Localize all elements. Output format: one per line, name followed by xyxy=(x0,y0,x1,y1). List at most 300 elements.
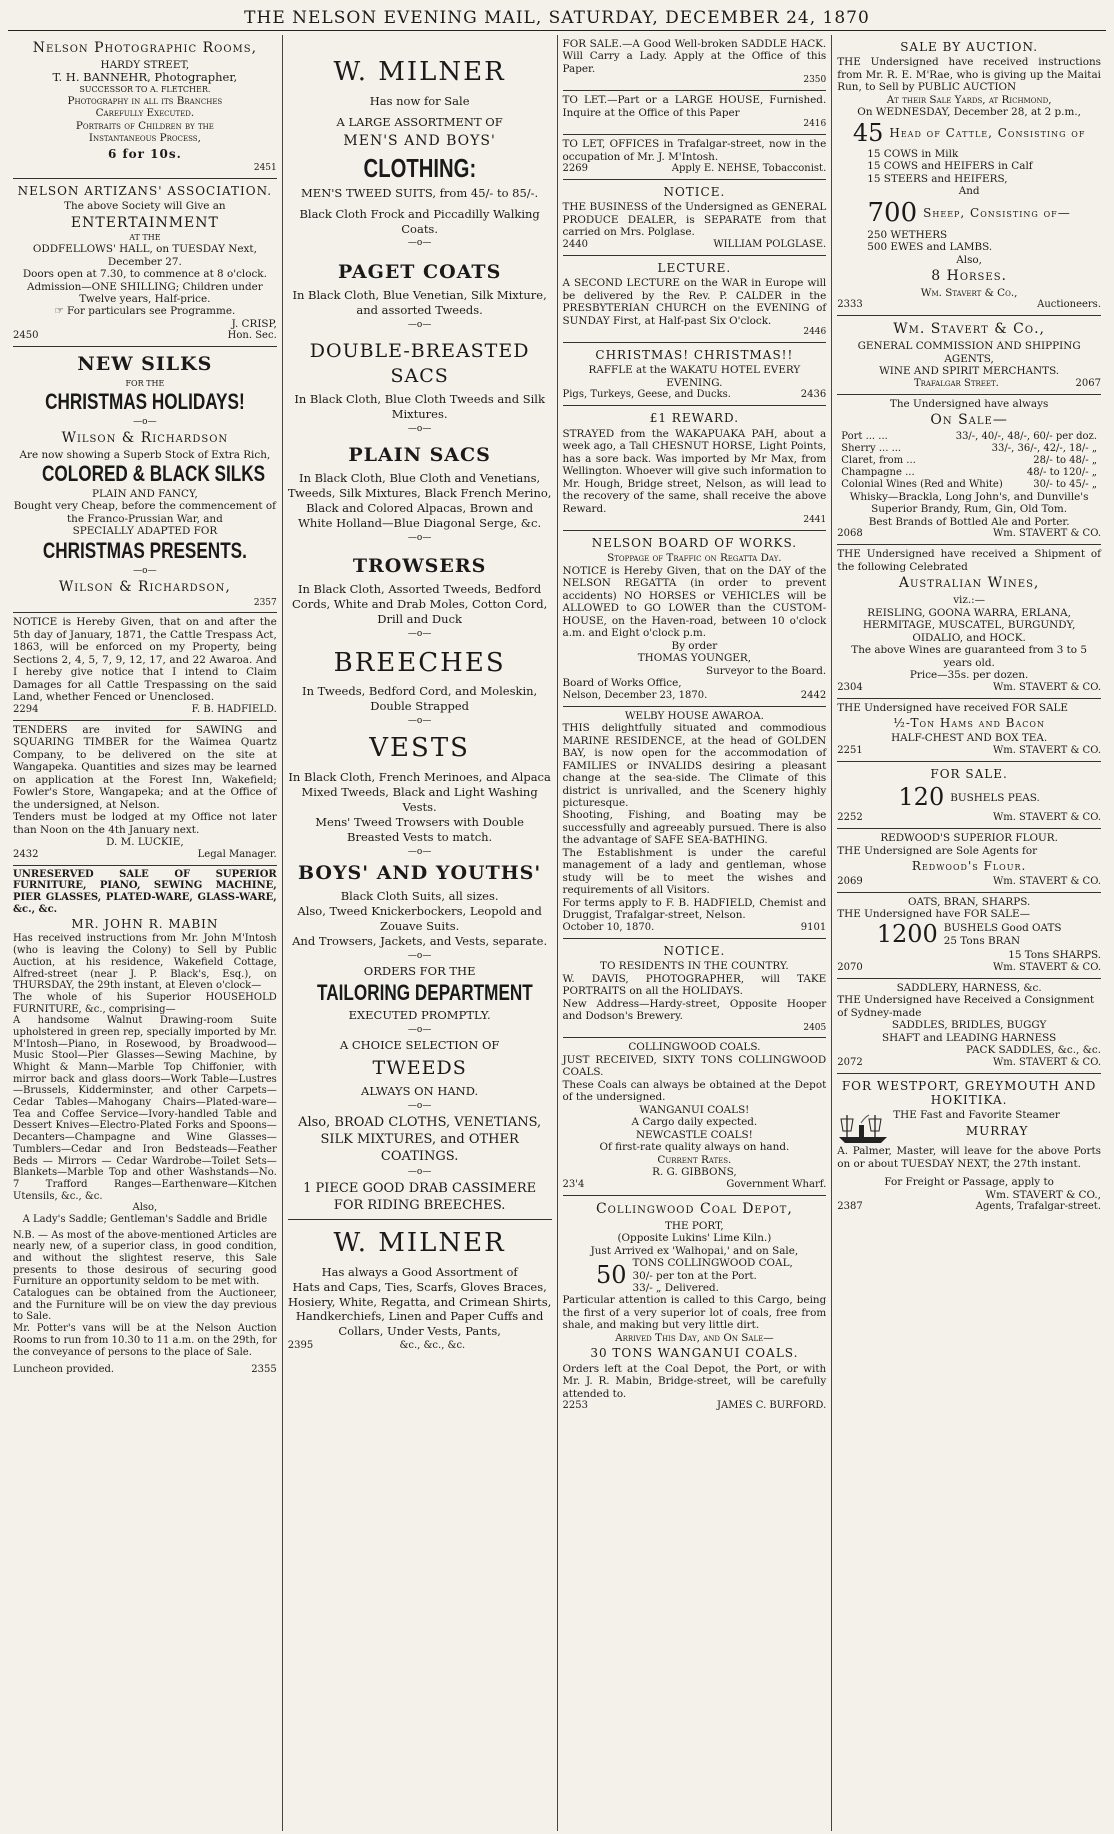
ad-peas xyxy=(837,762,1101,829)
ad-number: 2436 xyxy=(800,389,827,401)
ad-line: 8 Horses. xyxy=(931,268,1007,285)
ad-title: FOR SALE. xyxy=(930,766,1008,781)
ad-body: For terms apply to F. B. HADFIELD, Chemist and Druggist, Trafalgar-street, Nelson. xyxy=(562,896,827,922)
ad-line: SADDLES, BRIDLES, BUGGY xyxy=(891,1019,1047,1032)
ad-line: Carefully Executed. xyxy=(95,107,195,120)
ad-line: In Black Cloth, French Merinoes, and Alpaca Mixed Tweeds, Black and Light Washing Vests. xyxy=(288,769,551,814)
separator: —o— xyxy=(407,1101,432,1112)
ad-line: A CHOICE SELECTION OF xyxy=(339,1038,500,1053)
ad-line: Instantaneous Process, xyxy=(88,132,201,145)
ad-body: The Establishment is under the careful management of a lady and gentleman, whose study will be to meet the wishes and requirements of all Visitors. xyxy=(562,846,827,897)
ad-line: 33/- „ Delivered. xyxy=(632,1282,719,1294)
ad-body: THE BUSINESS of the Undersigned as GENERAL PRODUCE DEALER, is SEPARATE from that carried on Mrs. Polglase. xyxy=(562,201,827,239)
ad-number: 2416 xyxy=(803,119,827,130)
ad-line: SPECIALLY ADAPTED FOR xyxy=(72,525,218,538)
ad-number: 2269 xyxy=(562,162,588,174)
ad-line: FOR THE xyxy=(125,379,165,389)
column-3 xyxy=(558,35,833,1831)
ad-tenders xyxy=(13,721,277,866)
ad-body: FOR SALE.—A Good Well-broken SADDLE HACK. Will Carry a Lady. Apply at the Office of this Paper. xyxy=(562,38,827,75)
ad-line: The above Wines are guaranteed from 3 to 5 years old. xyxy=(851,644,1087,669)
ad-title: Australian Wines, xyxy=(898,575,1040,592)
ad-line: Board of Works Office, xyxy=(562,677,682,690)
ad-photographic-rooms xyxy=(13,35,277,179)
ad-number: 2350 xyxy=(803,75,827,86)
ad-line: A Cargo daily expected. xyxy=(631,1116,758,1129)
ad-title: Wm. Stavert & Co., xyxy=(893,321,1045,338)
ad-number: 23'4 xyxy=(562,1178,585,1190)
ad-signer: Wm. Stavert & Co., xyxy=(920,286,1018,299)
ad-line: Photography in all its Branches xyxy=(67,94,223,107)
ad-body: Orders left at the Coal Depot, the Port, or with Mr. J. R. Mabin, Bridge-street, will be carefully attended to. xyxy=(562,1362,827,1400)
ad-line: REISLING, GOONA WARRA, ERLANA, HERMITAGE, MUSCATEL, BURGUNDY, OIDALIO, and HOCK. xyxy=(862,606,1076,644)
ad-line: 15 COWS in Milk xyxy=(867,147,959,160)
ad-amount: 700 xyxy=(867,197,918,228)
ad-line: Luncheon provided. xyxy=(13,1364,115,1376)
ad-line: Also, Tweed Knickerbockers, Leopold and Zouave Suits. xyxy=(297,903,542,933)
ad-signer: JAMES C. BURFORD. xyxy=(716,1400,827,1412)
separator: —o— xyxy=(407,1024,432,1035)
columns xyxy=(8,35,1106,1831)
column-1 xyxy=(8,35,283,1831)
ad-line: GENERAL COMMISSION AND SHIPPING AGENTS, xyxy=(857,340,1081,365)
ad-body: Particular attention is called to this Cargo, being the first of a very superior lot of coals, free from shale, and making but very little dirt. xyxy=(562,1294,827,1332)
ad-line: In Black Cloth, Assorted Tweeds, Bedford Cords, White and Drab Moles, Cotton Cord, Drill and Duck xyxy=(292,582,548,627)
ad-heading: BOYS' AND YOUTHS' xyxy=(298,862,542,885)
ad-number: 2253 xyxy=(562,1400,588,1412)
ad-heading: TWEEDS xyxy=(372,1057,467,1080)
ad-line: WANGANUI COALS! xyxy=(639,1103,750,1116)
ad-stavert-agents xyxy=(837,316,1101,394)
ad-line: The Undersigned have always xyxy=(889,397,1049,410)
ad-firm: Wilson & Richardson xyxy=(61,430,229,447)
price-row xyxy=(837,455,1101,467)
separator: —o— xyxy=(407,423,432,434)
ad-line: ☞ For particulars see Programme. xyxy=(54,305,236,318)
separator: —o— xyxy=(133,566,157,577)
ad-line: Head of Cattle, Consisting of xyxy=(889,126,1086,141)
ad-number: 2355 xyxy=(251,1364,277,1376)
ad-heading: PAGET COATS xyxy=(337,261,502,284)
ad-line: Arrived This Day, and On Sale— xyxy=(615,1331,774,1344)
ad-w-milner-2 xyxy=(288,1219,552,1356)
separator: —o— xyxy=(407,846,432,857)
ad-to-let-offices xyxy=(563,135,827,180)
ad-line: viz.:— xyxy=(953,594,986,607)
ad-line: Also, xyxy=(956,253,982,266)
ad-body: STRAYED from the WAKAPUAKA PAH, about a week ago, a Tall CHESNUT HORSE, Light Points, has a sore back. Was imported by Mr Max, from Wellington. Whoever will give such information to Mr. Hough, Bridge street, Nelson, as will lead to the recovery of the same, shall receive the above Reward. xyxy=(562,427,827,515)
ad-notice-polglase xyxy=(563,180,827,256)
ad-role: Hon. Sec. xyxy=(227,330,277,342)
ad-signer: WILLIAM POLGLASE. xyxy=(713,238,827,250)
ad-date: Nelson, December 23, 1870. xyxy=(562,689,708,701)
ad-body: These Coals can always be obtained at the Depot of the undersigned. xyxy=(562,1078,827,1104)
ad-line: The above Society will Give an xyxy=(64,200,226,213)
price-row xyxy=(837,479,1101,491)
ad-line: Are now showing a Superb Stock of Extra Rich, xyxy=(19,448,271,461)
ad-title: NOTICE. xyxy=(663,943,726,958)
ad-line: THE PORT, xyxy=(665,1219,724,1232)
ad-line: Redwood's Flour. xyxy=(911,859,1027,874)
masthead: THE NELSON EVENING MAIL, SATURDAY, DECEMBER 24, 1870 xyxy=(8,6,1106,31)
ad-body: A handsome Walnut Drawing-room Suite upholstered in green rep, specially imported by Mr. M'Intosh—Piano, in Rosewood, by Broadwood—Music Stool—Pier Glasses—Sewing Machine, by Whight & Mann—Marble Top Chiffonier, with mirror back and glass doors—Work Table—Lustres—Brussels, Kidderminster, and other Carpets—Cedar Tables—Mahogany Chairs—Plated-ware—Tea and Coffee Service—Ivory-handled Table and Dessert Knives—Electro-Plated Forks and Spoons—Decanters—Champagne and Wine Glasses—Tumblers—Cedar and Iron Bedsteads—Feather Beds — Mirrors — Cedar Wardrobe—Toilet Sets—Blankets—Marble Top and other Washstands—No. 7 Trafford Ranges—Earthenware—Kitchen Utensils, &c., &c. xyxy=(13,1015,277,1202)
ad-amount: 50 xyxy=(595,1261,627,1290)
ad-lecture xyxy=(563,256,827,343)
ad-line: TONS COLLINGWOOD COAL, xyxy=(632,1257,793,1270)
ad-line: TO RESIDENTS IN THE COUNTRY. xyxy=(600,960,789,973)
ad-signer: Wm. STAVERT & CO. xyxy=(992,961,1101,973)
separator: —o— xyxy=(407,628,432,639)
ad-signer: Wm. STAVERT & CO. xyxy=(992,681,1101,693)
ad-line: 30/- per ton at the Port. xyxy=(632,1269,757,1282)
ad-westport-steamer xyxy=(837,1074,1101,1218)
ad-line: 25 Tons BRAN xyxy=(943,934,1021,947)
price-value: 33/-, 36/-, 42/-, 18/- „ xyxy=(991,443,1097,454)
ad-line: Of first-rate quality always on hand. xyxy=(599,1141,790,1154)
ad-price: 6 for 10s. xyxy=(107,146,182,161)
ad-line: PACK SADDLES, &c., &c. xyxy=(965,1044,1101,1057)
ad-body: THE Undersigned have Received a Consignment of Sydney-made xyxy=(837,994,1095,1019)
ad-line: In Black Cloth, Blue Venetian, Silk Mixture, and assorted Tweeds. xyxy=(292,287,547,317)
ad-body: TENDERS are invited for SAWING and SQUARING TIMBER for the Waimea Quartz Company, to be delivered on the site at Wangapeka. Quantities and sizes may be learned on application at the Forest Inn, Wakefield; Fowler's Store, Wangapeka; and at the Office of the undersigned, at Nelson. xyxy=(13,723,277,811)
ad-number: 2294 xyxy=(13,703,39,715)
ad-heading: ENTERTAINMENT xyxy=(70,214,219,231)
ad-number: 2442 xyxy=(800,689,827,701)
ad-line: For Freight or Passage, apply to xyxy=(884,1176,1054,1189)
ad-to-let-house xyxy=(563,91,827,135)
price-item: Claret, from ... xyxy=(841,455,916,466)
ad-role: Surveyor to the Board. xyxy=(705,664,827,677)
ad-number: 2446 xyxy=(803,327,827,338)
ad-role: Government Wharf. xyxy=(726,1178,827,1190)
ad-line: Mens' Tweed Trowsers with Double Breasted Vests to match. xyxy=(315,814,524,844)
ad-number: 2432 xyxy=(13,848,39,860)
ad-sale-by-auction xyxy=(837,35,1101,316)
ad-title: SALE BY AUCTION. xyxy=(900,40,1039,54)
ad-heading: TAILORING DEPARTMENT xyxy=(316,980,533,1006)
ad-body: A. Palmer, Master, will leave for the above Ports on or about TUESDAY NEXT, the 27th instant. xyxy=(837,1145,1101,1170)
ad-line: On WEDNESDAY, December 28, at 2 p.m., xyxy=(857,106,1081,119)
ad-redwoods-flour xyxy=(837,829,1101,892)
ad-title: LECTURE. xyxy=(657,260,732,275)
ad-christmas-raffle xyxy=(563,343,827,406)
ad-number: 2070 xyxy=(837,961,863,973)
ad-number: 2068 xyxy=(837,528,863,540)
ad-heading: TROWSERS xyxy=(352,555,487,578)
ad-body: THE Fast and Favorite Steamer xyxy=(893,1109,1060,1122)
ad-role: Auctioneers. xyxy=(1037,299,1101,311)
price-row xyxy=(837,467,1101,479)
ad-line: And xyxy=(958,185,980,198)
ad-line: ODDFELLOWS' HALL, on TUESDAY Next, December 27. xyxy=(32,243,257,268)
column-4 xyxy=(832,35,1106,1831)
ad-line: ORDERS FOR THE xyxy=(363,964,476,979)
ad-cattle-trespass xyxy=(13,613,277,720)
ad-body: NOTICE is Hereby Given, that on the DAY of the NELSON REGATTA (in order to prevent accidents) NO HORSES or VEHICLES will be ALLOWED to GO LOWER than the CUSTOM-HOUSE, on the Haven-road, between 10 o'clock a.m. and Eight o'clock p.m. xyxy=(562,564,827,640)
ad-title: CHRISTMAS! CHRISTMAS!! xyxy=(595,347,794,362)
ad-welby-house xyxy=(563,707,827,939)
price-value: 48/- to 120/- „ xyxy=(1026,467,1097,478)
ad-signer: Wm. STAVERT & CO. xyxy=(992,744,1101,756)
ad-signer: Wm. STAVERT & CO. xyxy=(992,812,1101,824)
ad-line: AT THE xyxy=(129,233,161,243)
ad-line: Best Brands of Bottled Ale and Porter. xyxy=(868,515,1070,528)
ad-line: Trafalgar Street. xyxy=(913,377,999,389)
ad-signer: F. B. HADFIELD. xyxy=(191,703,277,715)
ad-line: 15 COWS and HEIFERS in Calf xyxy=(867,160,1033,173)
ad-signer: Wm. STAVERT & CO. xyxy=(992,875,1101,887)
ad-body: TO LET.—Part or a LARGE HOUSE, Furnished. Inquire at the Office of this Paper xyxy=(562,94,827,119)
price-list xyxy=(837,431,1101,491)
ad-line: Has always a Good Assortment of xyxy=(321,1264,518,1279)
ad-body: THE Undersigned have received instructions from Mr. R. E. M'Rae, who is giving up the Maitai Run, to Sell by PUBLIC AUCTION xyxy=(837,56,1101,94)
ad-line: By order xyxy=(671,639,718,652)
ad-number: 2304 xyxy=(837,681,863,693)
ad-body: Tenders must be lodged at my Office not later than Noon on the 4th January next. xyxy=(13,811,277,836)
ad-line: Bought very Cheap, before the commencement of the Franco-Prussian War, and xyxy=(13,500,277,525)
ad-heading: PLAIN SACS xyxy=(348,444,491,467)
ad-line: ALWAYS ON HAND. xyxy=(361,1084,479,1099)
ad-body: THE Undersigned are Sole Agents for xyxy=(837,844,1038,857)
ad-line: Sheep, Consisting of— xyxy=(923,205,1071,220)
ad-line: MEN'S TWEED SUITS, from 45/- to 85/-. xyxy=(301,185,539,200)
separator: —o— xyxy=(407,950,432,961)
ad-line: BUSHELS Good OATS xyxy=(943,922,1062,935)
ad-body: The whole of his Superior HOUSEHOLD FURNITURE, &c., comprising— xyxy=(13,991,277,1015)
ad-firm: Wilson & Richardson, xyxy=(58,578,231,595)
ad-line: &c., &c., &c. xyxy=(399,1340,466,1352)
ad-title: SADDLERY, HARNESS, &c. xyxy=(896,981,1042,994)
ad-body: THIS delightfully situated and commodious MARINE RESIDENCE, at the head of GOLDEN BAY, is now open for the accommodation of FAMILIES or INVALIDS desiring a pleasant change at the sea-side. The Climate of this district is unrivalled, and the Scenery highly picturesque. xyxy=(562,722,827,809)
ad-signer: Wm. STAVERT & CO., xyxy=(985,1188,1101,1201)
ad-amount: 45 xyxy=(852,118,884,147)
ad-line: Stoppage of Traffic on Regatta Day. xyxy=(607,552,782,565)
separator: —o— xyxy=(133,417,157,428)
ad-line: RAFFLE at the WAKATU HOTEL EVERY EVENING. xyxy=(588,364,801,389)
ad-notice-davis xyxy=(563,939,827,1039)
ad-number: 2441 xyxy=(803,515,827,526)
ad-body: Has received instructions from Mr. John M'Intosh (who is leaving the Colony) to Sell by Public Auction, at his residence, Wakefield Cottage, Alfred-street (near J. P. Black's, Esq.), on THURSDAY, the 29th instant, at Eleven o'clock— xyxy=(13,933,277,992)
ad-number: 2387 xyxy=(837,1201,863,1213)
ad-line: Admission—ONE SHILLING; Children under Twelve years, Half-price. xyxy=(27,280,263,305)
ad-title: UNRESERVED SALE OF SUPERIOR FURNITURE, PIANO, SEWING MACHINE, PIER GLASSES, PLATED-WARE, GLASS-WARE, &c., &c. xyxy=(13,868,277,915)
ad-heading: COLORED & BLACK SILKS xyxy=(42,461,266,487)
ad-line: Superior Brandy, Rum, Gin, Old Tom. xyxy=(871,503,1068,516)
price-value: 28/- to 48/- „ xyxy=(1033,455,1097,466)
ad-title: Collingwood Coal Depot, xyxy=(595,1200,793,1217)
separator: —o— xyxy=(407,532,432,543)
ad-body: A SECOND LECTURE on the WAR in Europe will be delivered by the Rev. P. CALDER in the PRESBYTERIAN CHURCH on the EVENING of SUNDAY First, at Half-past Six O'clock. xyxy=(562,277,827,327)
ad-line: PLAIN AND FANCY, xyxy=(91,487,198,500)
ad-w-milner xyxy=(288,35,552,1219)
column-2 xyxy=(283,35,558,1831)
ad-number: 2072 xyxy=(837,1056,863,1068)
ad-line: 1 PIECE GOOD DRAB CASSIMERE FOR RIDING BREECHES. xyxy=(303,1181,537,1213)
ad-body: THE Undersigned have received FOR SALE xyxy=(837,701,1069,714)
ad-line: BUSHELS PEAS. xyxy=(950,791,1040,804)
ad-line: Also, xyxy=(132,1202,158,1214)
ad-australian-wines xyxy=(837,545,1101,698)
ad-title: On Sale— xyxy=(930,412,1008,429)
ad-line: (Opposite Lukins' Lime Kiln.) xyxy=(617,1232,772,1245)
ad-number: 2451 xyxy=(253,163,277,173)
ad-signer: THOMAS YOUNGER, xyxy=(637,652,752,665)
ad-amount: 1200 xyxy=(876,920,938,949)
ad-line: Whisky—Brackla, Long John's, and Dunville's xyxy=(849,491,1089,503)
ad-number: 2067 xyxy=(1075,377,1101,389)
ad-number: 2357 xyxy=(253,597,277,608)
ad-signer: R. G. GIBBONS, xyxy=(652,1166,737,1179)
price-value: 33/-, 40/-, 48/-, 60/- per doz. xyxy=(955,431,1097,442)
ad-coal-depot xyxy=(563,1196,827,1416)
ad-line: WINE AND SPIRIT MERCHANTS. xyxy=(879,365,1060,378)
ad-line: 15 Tons SHARPS. xyxy=(1008,949,1101,962)
ad-heading: DOUBLE-BREASTED SACS xyxy=(309,340,530,388)
ad-unreserved-sale xyxy=(13,866,277,1380)
price-row xyxy=(837,431,1101,443)
ad-heading: NEW SILKS xyxy=(77,353,213,376)
ad-line: Just Arrived ex 'Walhopai,' and on Sale, xyxy=(590,1244,799,1257)
ad-line: Has now for Sale xyxy=(369,93,470,108)
ad-body: THE Undersigned have received a Shipment of the following Celebrated xyxy=(837,548,1101,573)
ad-line: Price—35s. per dozen. xyxy=(909,669,1029,682)
ad-number: 2450 xyxy=(13,330,39,342)
ad-line: 500 EWES and LAMBS. xyxy=(867,241,993,254)
ad-body: Shooting, Fishing, and Boating may be successfully and agreeably pursued. There is also the advantage of SAFE SEA-BATHING. xyxy=(562,809,827,847)
ad-body: N.B. — As most of the above-mentioned Articles are nearly new, of a superior class, in good condition, and without the slightest reserve, this Sale presents to those desirous of securing good Furniture an opportunity seldom to be met with. xyxy=(13,1229,277,1288)
ad-line: T. H. BANNEHR, Photographer, xyxy=(52,70,238,85)
ad-on-sale-wines xyxy=(837,395,1101,546)
separator: —o— xyxy=(407,238,432,249)
ad-number: 2252 xyxy=(837,812,863,824)
ad-reward xyxy=(563,406,827,531)
price-item: Sherry ... ... xyxy=(841,443,902,454)
ad-line: Current Rates. xyxy=(657,1153,732,1166)
ad-number: 9101 xyxy=(800,921,827,933)
ad-line: At their Sale Yards, at Richmond, xyxy=(886,93,1052,106)
ad-number: 2251 xyxy=(837,744,863,756)
ad-oats-bran xyxy=(837,893,1101,979)
ad-role: Agents, Trafalgar-street. xyxy=(975,1201,1101,1213)
ad-body: W. DAVIS, PHOTOGRAPHER, will TAKE PORTRAITS on all the HOLIDAYS. xyxy=(562,972,827,998)
ad-line: SHAFT and LEADING HARNESS xyxy=(882,1031,1057,1044)
ad-title: COLLINGWOOD COALS. xyxy=(628,1041,761,1054)
separator: —o— xyxy=(407,716,432,727)
ad-signer: J. CRISP, xyxy=(231,317,277,330)
ad-line: NEWCASTLE COALS! xyxy=(635,1128,753,1141)
ad-title: Nelson Photographic Rooms, xyxy=(32,40,258,56)
ad-line: Pigs, Turkeys, Geese, and Ducks. xyxy=(562,389,731,401)
separator: —o— xyxy=(407,1167,432,1178)
ad-signer: Wm. STAVERT & CO. xyxy=(992,528,1101,540)
ad-new-silks xyxy=(13,347,277,613)
ad-body: Mr. Potter's vans will be at the Nelson Auction Rooms to run from 10.30 to 11 a.m. on the 29th, for the conveyance of persons to the place of Sale. xyxy=(13,1323,277,1358)
ad-signer: D. M. LUCKIE, xyxy=(106,836,184,849)
price-row xyxy=(837,443,1101,455)
ad-title: FOR WESTPORT, GREYMOUTH AND HOKITIKA. xyxy=(841,1078,1097,1108)
ad-line: 30 TONS WANGANUI COALS. xyxy=(590,1346,799,1361)
ad-line: EXECUTED PROMPTLY. xyxy=(348,1007,491,1022)
price-item: Colonial Wines (Red and White) xyxy=(841,479,1003,490)
ad-line: MURRAY xyxy=(965,1123,1029,1138)
ad-title: WELBY HOUSE AWAROA. xyxy=(624,709,764,722)
ad-collingwood-coals xyxy=(563,1038,827,1195)
ad-line: Portraits of Children by the xyxy=(75,119,214,132)
separator: —o— xyxy=(407,319,432,330)
ad-title: NELSON BOARD OF WORKS. xyxy=(591,535,798,550)
ad-line: A Lady's Saddle; Gentleman's Saddle and Bridle xyxy=(22,1213,268,1225)
ad-saddlery xyxy=(837,979,1101,1074)
ad-heading: MR. JOHN R. MABIN xyxy=(71,917,219,932)
ad-heading: CLOTHING: xyxy=(363,152,476,183)
ad-heading: CHRISTMAS PRESENTS. xyxy=(42,537,247,563)
ad-heading: W. MILNER xyxy=(333,57,506,87)
price-item: Port ... ... xyxy=(841,431,888,442)
ad-line: ½-Ton Hams and Bacon xyxy=(893,716,1045,731)
ad-body: TO LET, OFFICES in Trafalgar-street, now in the occupation of Mr. J. M'Intosh. xyxy=(562,138,827,163)
ad-artizans-association xyxy=(13,179,277,348)
ad-line: Black Cloth Suits, all sizes. xyxy=(340,888,499,903)
ad-amount: 120 xyxy=(898,783,945,812)
ad-line: In Tweeds, Bedford Cord, and Moleskin, Double Strapped xyxy=(302,684,538,714)
ad-title: NELSON ARTIZANS' ASSOCIATION. xyxy=(17,183,273,198)
ad-body: New Address—Hardy-street, Opposite Hooper and Dodson's Brewery. xyxy=(562,997,827,1023)
ad-heading: W. MILNER xyxy=(333,1227,506,1258)
ad-role: Legal Manager. xyxy=(197,848,277,860)
ad-line: HARDY STREET, xyxy=(100,58,190,71)
price-item: Champagne ... xyxy=(841,467,915,478)
ad-saddle-hack xyxy=(563,35,827,91)
ad-heading: MEN'S AND BOYS' xyxy=(343,132,496,149)
ad-line: Also, BROAD CLOTHS, VENETIANS, SILK MIXTURES, and OTHER COATINGS. xyxy=(298,1114,542,1164)
ad-title: REDWOOD'S SUPERIOR FLOUR. xyxy=(880,832,1058,845)
ad-line: In Black Cloth, Blue Cloth and Venetians, Tweeds, Silk Mixtures, Black French Merino, Black and Colored Alpacas, Brown and White Holland—Blue Diagonal Serge, &c. xyxy=(287,471,552,530)
ad-line: Black Cloth Frock and Piccadilly Walking Coats. xyxy=(299,206,540,236)
ad-body: JUST RECEIVED, SIXTY TONS COLLINGWOOD COALS. xyxy=(562,1053,827,1079)
ad-number: 2333 xyxy=(837,299,863,311)
ad-title: NOTICE. xyxy=(663,184,726,199)
ad-board-of-works xyxy=(563,531,827,707)
ad-line: Doors open at 7.30, to commence at 8 o'clock. xyxy=(22,268,267,281)
ad-title: £1 REWARD. xyxy=(649,411,740,426)
ad-line: 15 STEERS and HEIFERS, xyxy=(867,172,1008,185)
ad-line: SUCCESSOR TO A. FLETCHER. xyxy=(79,85,211,95)
ad-date: October 10, 1870. xyxy=(562,921,655,933)
ad-line: In Black Cloth, Blue Cloth Tweeds and Silk Mixtures. xyxy=(294,391,545,421)
ad-heading: VESTS xyxy=(369,733,470,764)
ad-heading: BREECHES xyxy=(333,647,506,678)
ad-signer: Wm. STAVERT & CO. xyxy=(992,1056,1101,1068)
ad-body: THE Undersigned have FOR SALE— xyxy=(837,908,1031,920)
ad-line: Hats and Caps, Ties, Scarfs, Gloves Braces, Hosiery, White, Regatta, and Crimean Shirts, Handkerchiefs, Linen and Paper Cuffs and Collars, Under Vests, Pants, xyxy=(287,1279,552,1339)
ad-line: And Trowsers, Jackets, and Vests, separate. xyxy=(292,933,548,948)
ad-body: Catalogues can be obtained from the Auctioneer, and the Furniture will be on view the day previous to Sale. xyxy=(13,1288,277,1323)
ad-number: 2405 xyxy=(803,1022,827,1033)
ad-line: 250 WETHERS xyxy=(867,228,948,241)
ad-line: A LARGE ASSORTMENT OF xyxy=(336,114,503,129)
ad-title: OATS, BRAN, SHARPS. xyxy=(907,895,1031,908)
ad-line: Apply E. NEHSE, Tobacconist. xyxy=(671,162,827,174)
ad-hams-bacon xyxy=(837,699,1101,762)
steamer-ship-icon xyxy=(837,1111,889,1145)
ad-number: 2069 xyxy=(837,875,863,887)
ad-line: HALF-CHEST AND BOX TEA. xyxy=(891,732,1048,745)
ad-body: NOTICE is Hereby Given, that on and after the 5th day of January, 1871, the Cattle Trespass Act, 1863, will be enforced on my Property, being Sections 2, 4, 5, 7, 9, 12, 17, and 22 Awaroa. And I hereby give notice that I intend to Claim Damages for all Cattle Trespassing on the said Land, whether Fenced or Unenclosed. xyxy=(13,616,277,704)
price-value: 30/- to 45/- „ xyxy=(1033,479,1097,490)
ad-number: 2395 xyxy=(287,1340,314,1352)
ad-number: 2440 xyxy=(562,238,588,250)
ad-heading: CHRISTMAS HOLIDAYS! xyxy=(45,388,245,414)
